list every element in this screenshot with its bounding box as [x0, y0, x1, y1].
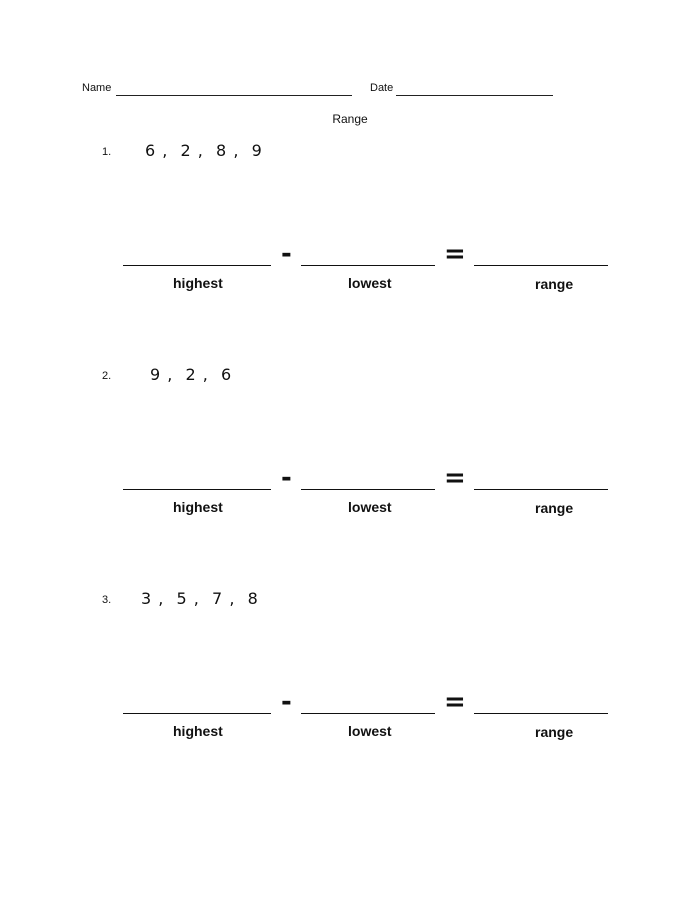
- highest-caption: highest: [173, 275, 223, 291]
- minus-sign: -: [281, 239, 292, 269]
- lowest-answer-field[interactable]: [301, 489, 435, 490]
- lowest-caption: lowest: [348, 275, 392, 291]
- minus-sign: -: [281, 687, 292, 717]
- minus-sign: -: [281, 463, 292, 493]
- question-numbers: 6 , 2 , 8 , 9: [145, 141, 263, 160]
- lowest-answer-field[interactable]: [301, 265, 435, 266]
- range-caption: range: [535, 276, 574, 292]
- lowest-answer-field[interactable]: [301, 713, 435, 714]
- highest-answer-field[interactable]: [123, 265, 271, 266]
- equals-sign: =: [444, 687, 466, 717]
- worksheet-title: Range: [332, 112, 368, 126]
- date-label: Date: [370, 82, 394, 94]
- equals-sign: =: [444, 239, 466, 269]
- highest-answer-field[interactable]: [123, 713, 271, 714]
- range-caption: range: [535, 724, 574, 740]
- highest-caption: highest: [173, 499, 223, 515]
- question-number: 3.: [102, 594, 112, 606]
- range-answer-field[interactable]: [474, 713, 608, 714]
- range-answer-field[interactable]: [474, 489, 608, 490]
- range-answer-field[interactable]: [474, 265, 608, 266]
- name-label: Name: [82, 82, 112, 94]
- question-numbers: 3 , 5 , 7 , 8: [141, 589, 259, 608]
- name-field[interactable]: [116, 95, 352, 96]
- question-number: 2.: [102, 370, 112, 382]
- highest-caption: highest: [173, 723, 223, 739]
- lowest-caption: lowest: [348, 723, 392, 739]
- range-caption: range: [535, 500, 574, 516]
- question-number: 1.: [102, 146, 112, 158]
- lowest-caption: lowest: [348, 499, 392, 515]
- date-field[interactable]: [396, 95, 553, 96]
- question-numbers: 9 , 2 , 6: [150, 365, 233, 384]
- highest-answer-field[interactable]: [123, 489, 271, 490]
- equals-sign: =: [444, 463, 466, 493]
